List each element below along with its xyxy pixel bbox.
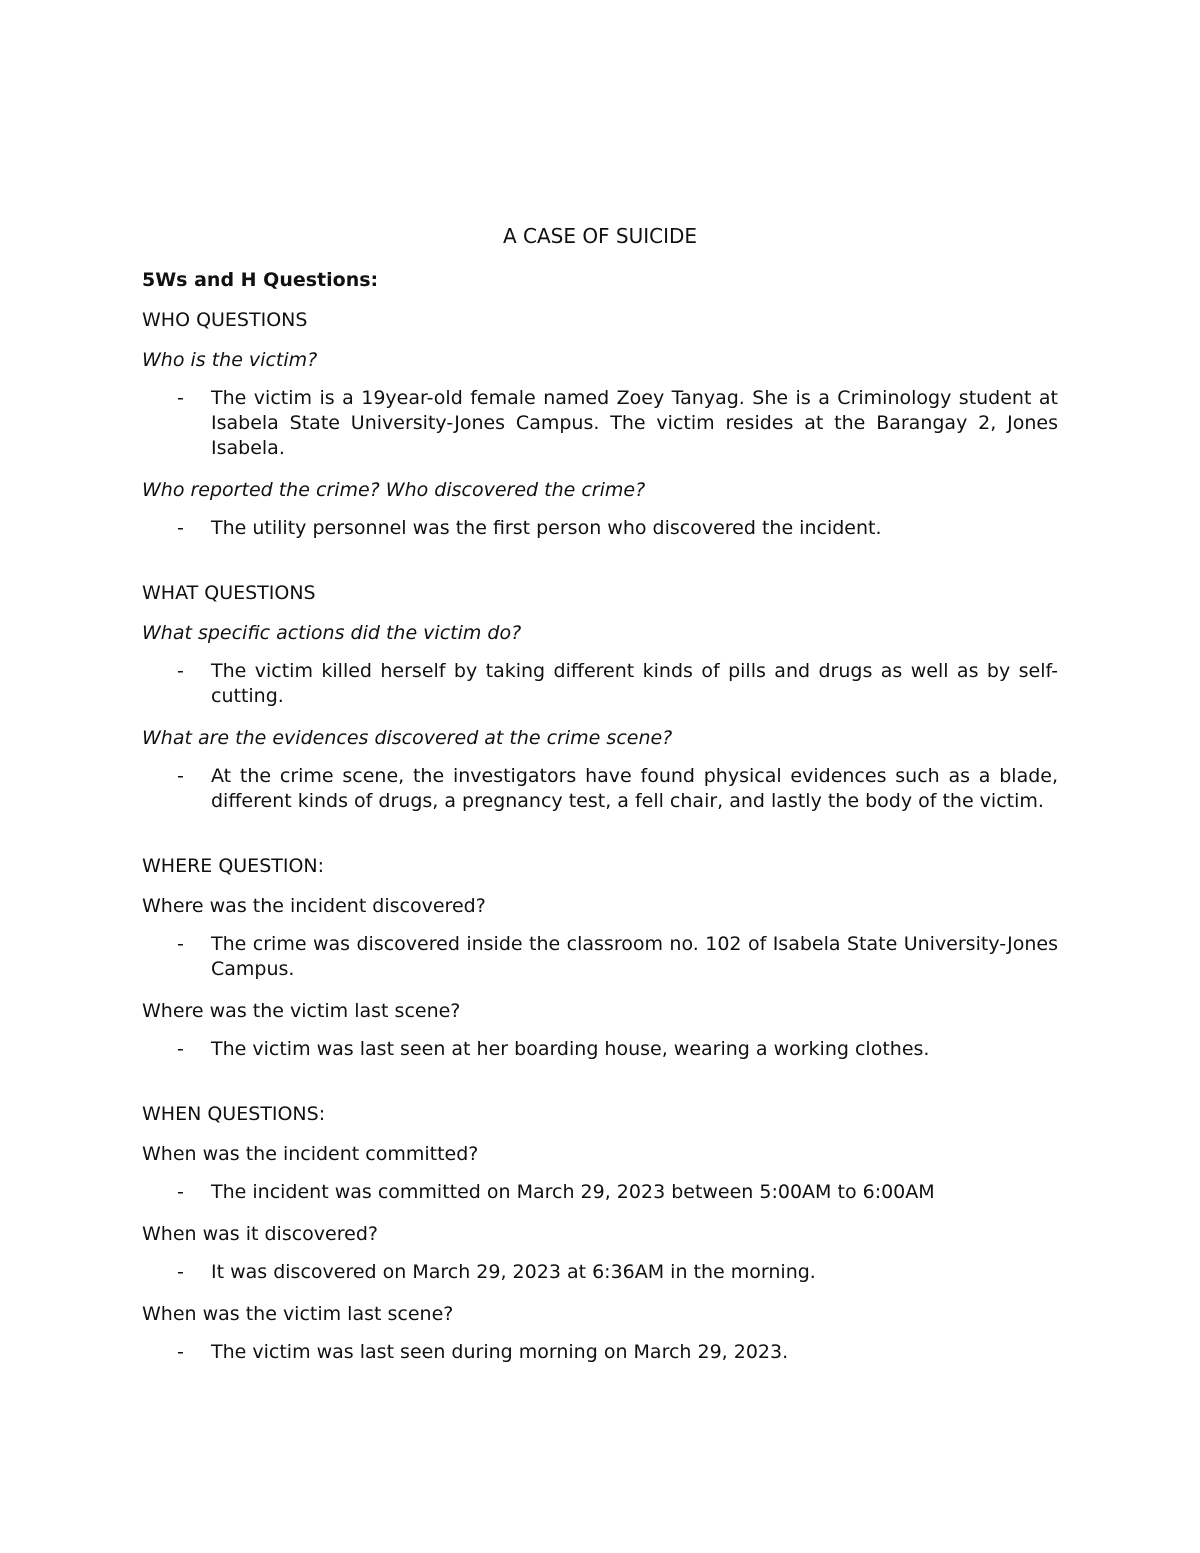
question-where-last-seen: Where was the victim last scene? [142,1000,461,1022]
bullet-dash: - [177,1261,184,1283]
section-heading-who: WHO QUESTIONS [142,309,308,331]
answer-when-last-seen [142,1340,1058,1365]
answer-where-last-seen [142,1037,1058,1062]
answer-text: It was discovered on March 29, 2023 at 6:36AM in the morning. [211,1261,816,1283]
question-where-discovered: Where was the incident discovered? [142,895,486,917]
answer-text: The utility personnel was the first person who discovered the incident. [211,517,882,539]
answer-what-evidences [142,764,1058,814]
answer-who-reported [142,516,1058,541]
answer-text: The crime was discovered inside the classroom no. 102 of Isabela State University-Jones Campus. [211,933,1058,980]
answer-text: The victim was last seen during morning on March 29, 2023. [211,1341,789,1363]
question-when-discovered: When was it discovered? [142,1223,378,1245]
question-when-last-seen: When was the victim last scene? [142,1303,454,1325]
section-heading-when: WHEN QUESTIONS: [142,1103,326,1125]
answer-text: At the crime scene, the investigators have found physical evidences such as a blade, different kinds of drugs, a pregnancy test, a fell chair, and lastly the body of the victim. [211,765,1058,812]
section-heading-where: WHERE QUESTION: [142,855,325,877]
answer-what-actions [142,659,1058,709]
answer-who-victim [142,386,1058,461]
question-when-committed: When was the incident committed? [142,1143,479,1165]
answer-text: The victim killed herself by taking different kinds of pills and drugs as well as by self-cutting. [211,660,1058,707]
bullet-dash: - [177,1341,184,1363]
answer-when-discovered [142,1260,1058,1285]
section-heading-what: WHAT QUESTIONS [142,582,316,604]
bullet-dash: - [177,765,184,787]
answer-when-committed [142,1180,1058,1205]
question-what-actions: What specific actions did the victim do? [142,622,522,644]
question-what-evidences: What are the evidences discovered at the crime scene? [142,727,673,749]
bullet-dash: - [177,387,184,409]
bullet-dash: - [177,517,184,539]
answer-text: The victim was last seen at her boarding house, wearing a working clothes. [211,1038,930,1060]
document-title: A CASE OF SUICIDE [502,224,698,248]
bullet-dash: - [177,933,184,955]
question-who-reported: Who reported the crime? Who discovered the crime? [142,479,646,501]
bullet-dash: - [177,1181,184,1203]
bullet-dash: - [177,660,184,682]
answer-text: The incident was committed on March 29, 2023 between 5:00AM to 6:00AM [211,1181,935,1203]
answer-text: The victim is a 19year-old female named Zoey Tanyag. She is a Criminology student at Isabela State University-Jones Campus. The victim resides at the Barangay 2, Jones Isabela. [211,387,1058,459]
document-subtitle: 5Ws and H Questions: [142,269,379,291]
bullet-dash: - [177,1038,184,1060]
document-page [142,222,1058,1380]
question-who-victim: Who is the victim? [142,349,318,371]
answer-where-discovered [142,932,1058,982]
